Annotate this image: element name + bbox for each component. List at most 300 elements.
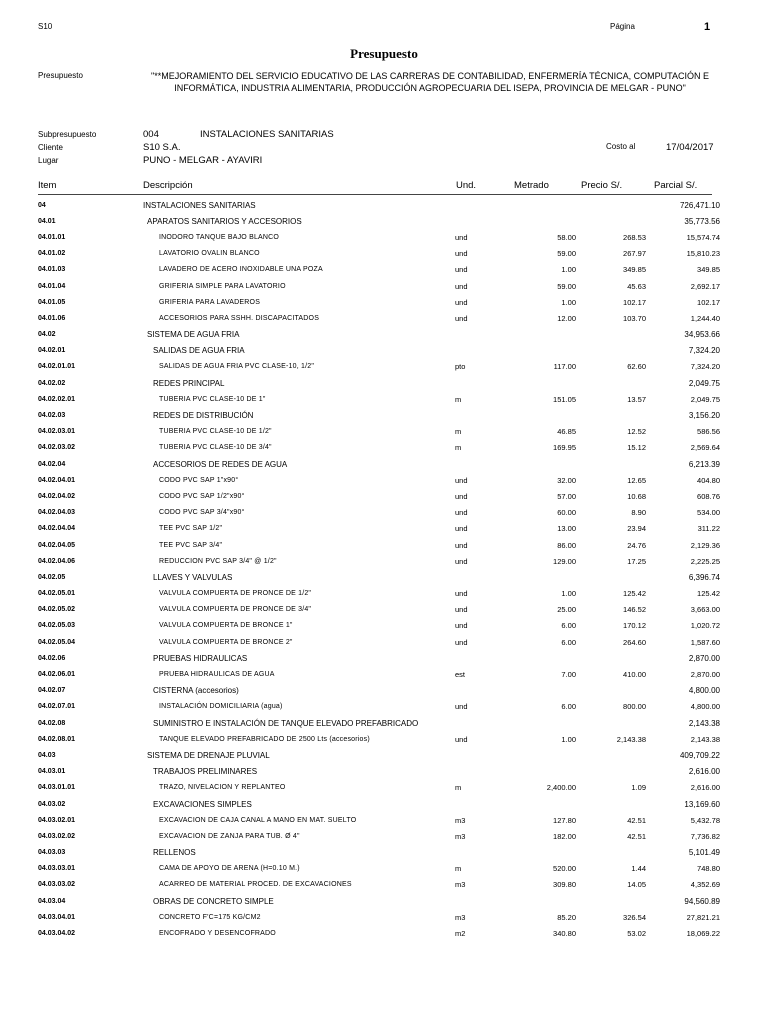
table-row <box>38 505 720 521</box>
row-description: SALIDAS DE AGUA FRIA <box>153 346 245 356</box>
row-metrado: 127.80 <box>553 815 576 825</box>
table-row <box>38 262 720 278</box>
row-parcial: 4,352.69 <box>690 880 720 890</box>
row-description: ACCESORIOS PARA SSHH. DISCAPACITADOS <box>159 314 320 322</box>
row-parcial: 27,821.21 <box>686 912 720 922</box>
row-unit: und <box>455 508 468 518</box>
row-precio: 15.12 <box>627 443 646 453</box>
row-parcial: 2,129.36 <box>690 540 720 550</box>
row-parcial: 608.76 <box>697 491 720 501</box>
row-parcial: 2,049.75 <box>688 378 720 388</box>
row-precio <box>580 796 650 812</box>
row-description: TRABAJOS PRELIMINARES <box>153 767 258 777</box>
row-unit: m3 <box>455 880 466 890</box>
row-precio: 23.94 <box>627 524 646 534</box>
row-description: VALVULA COMPUERTA DE PRONCE DE 3/4" <box>159 606 312 614</box>
row-unit: und <box>455 265 468 275</box>
table-row <box>38 893 720 909</box>
row-metrado: 85.20 <box>557 912 576 922</box>
row-unit <box>455 715 503 731</box>
row-parcial: 409,709.22 <box>679 750 720 760</box>
row-precio <box>580 327 650 343</box>
row-description: CAMA DE APOYO DE ARENA (H=0.10 M.) <box>159 865 300 873</box>
row-unit: m3 <box>455 815 466 825</box>
table-row <box>38 327 720 343</box>
table-row <box>38 909 720 925</box>
project-label: Presupuesto <box>38 71 83 80</box>
row-description: CONCRETO F'C=175 KG/CM2 <box>159 913 261 921</box>
row-unit <box>455 569 503 585</box>
row-metrado <box>503 845 580 861</box>
row-parcial: 4,800.00 <box>690 702 720 712</box>
row-description: SUMINISTRO E INSTALACIÓN DE TANQUE ELEVADO PREFABRICADO <box>153 718 419 728</box>
row-precio: 17.25 <box>627 556 646 566</box>
row-parcial: 13,169.60 <box>684 799 720 809</box>
row-metrado: 129.00 <box>553 556 576 566</box>
row-precio: 264.60 <box>623 637 646 647</box>
table-row <box>38 780 720 796</box>
row-parcial: 7,324.20 <box>690 362 720 372</box>
row-unit: und <box>455 281 468 291</box>
row-metrado <box>503 343 580 359</box>
row-item-code: 04.02.05.04 <box>38 638 75 646</box>
row-item-code: 04.02.03.02 <box>38 444 75 452</box>
table-row <box>38 375 720 391</box>
cliente-value: S10 S.A. <box>143 142 181 153</box>
row-metrado: 309.80 <box>553 880 576 890</box>
row-unit: m3 <box>455 912 466 922</box>
row-item-code: 04.02.03.01 <box>38 428 75 436</box>
row-precio: 14.05 <box>627 880 646 890</box>
row-parcial: 726,471.10 <box>679 200 720 210</box>
row-parcial: 125.42 <box>697 589 720 599</box>
row-metrado: 182.00 <box>553 831 576 841</box>
row-unit: m2 <box>455 929 466 939</box>
row-description: INSTALACIÓN DOMICILIARIA (agua) <box>159 703 283 711</box>
row-parcial: 2,870.00 <box>688 653 720 663</box>
row-precio: 12.65 <box>627 475 646 485</box>
row-description: EXCAVACIONES SIMPLES <box>153 799 252 809</box>
table-row <box>38 586 720 602</box>
row-parcial: 15,574.74 <box>686 232 720 242</box>
row-description: TEE PVC SAP 3/4" <box>159 541 223 549</box>
col-header-precio: Precio S/. <box>581 180 623 191</box>
row-parcial: 4,800.00 <box>688 686 720 696</box>
row-description: CODO PVC SAP 1/2"x90° <box>159 492 245 500</box>
row-unit: m <box>455 427 462 437</box>
row-parcial: 2,049.75 <box>690 394 720 404</box>
row-precio <box>580 845 650 861</box>
row-unit: und <box>455 637 468 647</box>
table-row <box>38 683 720 699</box>
row-parcial: 5,432.78 <box>690 815 720 825</box>
row-item-code: 04.03.02.02 <box>38 832 75 840</box>
row-parcial: 311.22 <box>697 524 720 534</box>
row-unit: und <box>455 540 468 550</box>
row-parcial: 3,156.20 <box>688 411 720 421</box>
row-metrado: 520.00 <box>553 864 576 874</box>
page-label: Página <box>610 22 635 31</box>
row-parcial: 748.80 <box>697 864 720 874</box>
row-parcial: 102.17 <box>697 297 720 307</box>
row-parcial: 349.85 <box>697 265 720 275</box>
budget-table <box>38 197 720 942</box>
row-metrado: 6.00 <box>561 702 576 712</box>
row-precio: 42.51 <box>627 831 646 841</box>
row-description: APARATOS SANITARIOS Y ACCESORIOS <box>147 216 302 226</box>
row-parcial: 15,810.23 <box>686 249 720 259</box>
lugar-label: Lugar <box>38 156 59 165</box>
row-description: REDUCCION PVC SAP 3/4" @ 1/2" <box>159 557 277 565</box>
row-unit: und <box>455 605 468 615</box>
col-header-item: Item <box>38 180 57 191</box>
table-row <box>38 213 720 229</box>
row-item-code: 04.02.06 <box>38 654 66 662</box>
table-row <box>38 877 720 893</box>
row-unit: und <box>455 313 468 323</box>
row-description: CISTERNA (accesorios) <box>153 686 239 696</box>
table-row <box>38 569 720 585</box>
row-item-code: 04.02.04.01 <box>38 476 75 484</box>
row-unit: und <box>455 524 468 534</box>
row-unit <box>455 327 503 343</box>
row-description: LLAVES Y VALVULAS <box>153 572 233 582</box>
table-row <box>38 521 720 537</box>
row-precio <box>580 715 650 731</box>
row-description: SISTEMA DE AGUA FRIA <box>147 330 240 340</box>
row-unit <box>455 683 503 699</box>
row-item-code: 04.01.04 <box>38 282 66 290</box>
row-item-code: 04.02.02.01 <box>38 395 75 403</box>
row-unit: und <box>455 734 468 744</box>
row-unit <box>455 845 503 861</box>
row-precio: 53.02 <box>627 929 646 939</box>
row-parcial: 2,143.38 <box>690 734 720 744</box>
row-description: SISTEMA DE DRENAJE PLUVIAL <box>147 750 270 760</box>
col-header-descripcion: Descripción <box>143 180 193 191</box>
table-row <box>38 699 720 715</box>
row-precio: 349.85 <box>623 265 646 275</box>
row-precio: 800.00 <box>623 702 646 712</box>
row-item-code: 04.02.04.02 <box>38 492 75 500</box>
row-metrado <box>503 197 580 213</box>
row-parcial: 1,587.60 <box>690 637 720 647</box>
row-metrado: 12.00 <box>557 313 576 323</box>
row-metrado <box>503 375 580 391</box>
row-item-code: 04.01.02 <box>38 250 66 258</box>
row-description: LAVADERO DE ACERO INOXIDABLE UNA POZA <box>159 266 323 274</box>
row-unit <box>455 764 503 780</box>
row-parcial: 3,663.00 <box>690 605 720 615</box>
table-row <box>38 359 720 375</box>
row-description: LAVATORIO OVALIN BLANCO <box>159 250 260 258</box>
row-precio <box>580 650 650 666</box>
row-item-code: 04.03.03 <box>38 849 66 857</box>
row-metrado <box>503 683 580 699</box>
row-description: ENCOFRADO Y DESENCOFRADO <box>159 930 276 938</box>
row-precio <box>580 407 650 423</box>
row-item-code: 04.02.07.01 <box>38 703 75 711</box>
row-metrado: 1.00 <box>561 589 576 599</box>
row-metrado <box>503 456 580 472</box>
row-description: CODO PVC SAP 1"x90° <box>159 476 239 484</box>
row-metrado: 58.00 <box>557 232 576 242</box>
row-precio <box>580 197 650 213</box>
row-metrado: 151.05 <box>553 394 576 404</box>
row-item-code: 04.01.03 <box>38 266 66 274</box>
row-precio <box>580 569 650 585</box>
row-description: PRUEBAS HIDRAULICAS <box>153 653 248 663</box>
row-item-code: 04.02.01.01 <box>38 363 75 371</box>
row-description: VALVULA COMPUERTA DE BRONCE 2" <box>159 638 293 646</box>
row-description: SALIDAS DE AGUA FRIA PVC CLASE-10, 1/2" <box>159 363 315 371</box>
row-metrado <box>503 650 580 666</box>
table-row <box>38 925 720 941</box>
row-description: INSTALACIONES SANITARIAS <box>143 200 256 210</box>
table-row <box>38 861 720 877</box>
row-metrado: 25.00 <box>557 605 576 615</box>
row-unit: und <box>455 249 468 259</box>
row-metrado: 1.00 <box>561 265 576 275</box>
row-parcial: 7,324.20 <box>688 346 720 356</box>
row-metrado <box>503 327 580 343</box>
row-unit: pto <box>455 362 466 372</box>
row-precio: 45.63 <box>627 281 646 291</box>
table-row <box>38 229 720 245</box>
row-precio: 103.70 <box>623 313 646 323</box>
row-parcial: 6,213.39 <box>688 459 720 469</box>
row-item-code: 04.02.08 <box>38 719 66 727</box>
row-item-code: 04.02.06.01 <box>38 671 75 679</box>
row-parcial: 1,020.72 <box>690 621 720 631</box>
table-row <box>38 537 720 553</box>
row-parcial: 7,736.82 <box>690 831 720 841</box>
row-parcial: 6,396.74 <box>688 572 720 582</box>
row-metrado: 59.00 <box>557 249 576 259</box>
row-unit: m <box>455 864 462 874</box>
table-row <box>38 845 720 861</box>
row-item-code: 04.02.04.04 <box>38 525 75 533</box>
row-item-code: 04.03.01 <box>38 768 66 776</box>
row-unit: und <box>455 702 468 712</box>
row-metrado: 32.00 <box>557 475 576 485</box>
row-item-code: 04.02.01 <box>38 347 66 355</box>
col-header-parcial: Parcial S/. <box>654 180 698 191</box>
row-item-code: 04.02.05.03 <box>38 622 75 630</box>
row-item-code: 04.02.04.05 <box>38 541 75 549</box>
row-description: TRAZO, NIVELACION Y REPLANTEO <box>159 784 286 792</box>
header-divider <box>38 194 712 195</box>
row-precio: 146.52 <box>623 605 646 615</box>
row-precio: 13.57 <box>627 394 646 404</box>
row-precio <box>580 456 650 472</box>
table-row <box>38 310 720 326</box>
row-unit <box>455 197 503 213</box>
row-precio <box>580 764 650 780</box>
row-item-code: 04.02.04.03 <box>38 509 75 517</box>
row-parcial: 1,244.40 <box>690 313 720 323</box>
table-row <box>38 812 720 828</box>
row-precio: 326.54 <box>623 912 646 922</box>
row-item-code: 04.01.06 <box>38 314 66 322</box>
row-precio: 12.52 <box>627 427 646 437</box>
row-precio: 8.90 <box>631 508 646 518</box>
row-metrado <box>503 715 580 731</box>
table-row <box>38 440 720 456</box>
row-metrado <box>503 764 580 780</box>
row-precio <box>580 343 650 359</box>
row-precio <box>580 683 650 699</box>
table-row <box>38 828 720 844</box>
row-precio <box>580 747 650 763</box>
table-row <box>38 650 720 666</box>
row-metrado: 13.00 <box>557 524 576 534</box>
table-row <box>38 764 720 780</box>
row-unit <box>455 796 503 812</box>
row-metrado: 86.00 <box>557 540 576 550</box>
table-row <box>38 197 720 213</box>
header-system-label: S10 <box>38 22 53 31</box>
row-parcial: 2,692.17 <box>690 281 720 291</box>
row-unit: und <box>455 556 468 566</box>
table-row <box>38 456 720 472</box>
row-description: TUBERIA PVC CLASE-10 DE 3/4" <box>159 444 272 452</box>
row-parcial: 2,143.38 <box>688 718 720 728</box>
row-parcial: 404.80 <box>697 475 720 485</box>
row-parcial: 2,569.64 <box>690 443 720 453</box>
row-description: GRIFERIA PARA LAVADEROS <box>159 298 261 306</box>
subpresupuesto-name: INSTALACIONES SANITARIAS <box>200 129 334 140</box>
row-metrado: 2,400.00 <box>546 783 576 793</box>
row-item-code: 04.02.05.02 <box>38 606 75 614</box>
col-header-und: Und. <box>456 180 477 191</box>
row-description: PRUEBA HIDRAULICAS DE AGUA <box>159 671 275 679</box>
row-item-code: 04.01 <box>38 217 56 225</box>
row-item-code: 04.01.05 <box>38 298 66 306</box>
row-precio: 2,143.38 <box>616 734 646 744</box>
row-metrado: 60.00 <box>557 508 576 518</box>
row-unit <box>455 456 503 472</box>
row-description: RELLENOS <box>153 848 196 858</box>
row-parcial: 2,225.25 <box>690 556 720 566</box>
page-number: 1 <box>704 21 711 33</box>
table-row <box>38 715 720 731</box>
row-unit: m <box>455 443 462 453</box>
table-row <box>38 488 720 504</box>
row-unit: und <box>455 475 468 485</box>
row-metrado: 7.00 <box>561 670 576 680</box>
table-row <box>38 731 720 747</box>
row-metrado <box>503 747 580 763</box>
row-item-code: 04.03.02.01 <box>38 816 75 824</box>
row-item-code: 04.02.07 <box>38 687 66 695</box>
row-item-code: 04 <box>38 201 46 209</box>
row-description: TEE PVC SAP 1/2" <box>159 525 223 533</box>
row-metrado: 169.95 <box>553 443 576 453</box>
row-item-code: 04.02.08.01 <box>38 735 75 743</box>
row-metrado: 1.00 <box>561 734 576 744</box>
row-description: TANQUE ELEVADO PREFABRICADO DE 2500 Lts (accesorios) <box>159 735 370 743</box>
row-metrado: 340.80 <box>553 929 576 939</box>
row-precio: 170.12 <box>623 621 646 631</box>
table-row <box>38 294 720 310</box>
row-precio: 24.76 <box>627 540 646 550</box>
row-unit: und <box>455 589 468 599</box>
row-item-code: 04.03.04.02 <box>38 930 75 938</box>
row-unit <box>455 650 503 666</box>
row-item-code: 04.02.04 <box>38 460 66 468</box>
document-title: Presupuesto <box>350 46 418 61</box>
row-unit: m <box>455 783 462 793</box>
row-metrado: 6.00 <box>561 637 576 647</box>
row-precio: 267.97 <box>623 249 646 259</box>
table-row <box>38 407 720 423</box>
row-item-code: 04.02.05.01 <box>38 590 75 598</box>
costo-label: Costo al <box>606 142 636 151</box>
row-unit <box>455 747 503 763</box>
row-unit <box>455 893 503 909</box>
row-metrado <box>503 407 580 423</box>
row-precio: 10.68 <box>627 491 646 501</box>
row-precio: 42.51 <box>627 815 646 825</box>
row-unit <box>455 213 503 229</box>
row-item-code: 04.03.04 <box>38 897 66 905</box>
row-parcial: 18,069.22 <box>686 929 720 939</box>
cliente-label: Cliente <box>38 143 63 152</box>
row-precio: 410.00 <box>623 670 646 680</box>
row-metrado <box>503 796 580 812</box>
row-precio: 1.09 <box>631 783 646 793</box>
row-description: VALVULA COMPUERTA DE PRONCE DE 1/2" <box>159 590 312 598</box>
table-row <box>38 472 720 488</box>
row-precio <box>580 213 650 229</box>
row-description: ACARREO DE MATERIAL PROCED. DE EXCAVACIONES <box>159 881 352 889</box>
row-parcial: 34,953.66 <box>684 330 720 340</box>
row-description: EXCAVACION DE ZANJA PARA TUB. Ø 4" <box>159 832 300 840</box>
row-item-code: 04.03.03.02 <box>38 881 75 889</box>
row-item-code: 04.02.02 <box>38 379 66 387</box>
row-item-code: 04.03 <box>38 751 56 759</box>
row-item-code: 04.03.01.01 <box>38 784 75 792</box>
row-description: REDES PRINCIPAL <box>153 378 225 388</box>
row-description: GRIFERIA SIMPLE PARA LAVATORIO <box>159 282 286 290</box>
row-metrado <box>503 569 580 585</box>
row-item-code: 04.01.01 <box>38 233 66 241</box>
table-row <box>38 424 720 440</box>
lugar-value: PUNO - MELGAR - AYAVIRI <box>143 155 263 166</box>
row-unit: und <box>455 232 468 242</box>
row-precio <box>580 375 650 391</box>
row-precio: 62.60 <box>627 362 646 372</box>
table-row <box>38 618 720 634</box>
row-metrado: 57.00 <box>557 491 576 501</box>
row-description: INODORO TANQUE BAJO BLANCO <box>159 233 280 241</box>
row-unit: und <box>455 491 468 501</box>
row-precio: 125.42 <box>623 589 646 599</box>
row-metrado: 6.00 <box>561 621 576 631</box>
row-parcial: 2,616.00 <box>690 783 720 793</box>
row-description: VALVULA COMPUERTA DE BRONCE 1" <box>159 622 293 630</box>
row-metrado <box>503 893 580 909</box>
table-row <box>38 747 720 763</box>
row-description: ACCESORIOS DE REDES DE AGUA <box>153 459 288 469</box>
row-description: TUBERIA PVC CLASE-10 DE 1" <box>159 395 266 403</box>
row-unit: und <box>455 621 468 631</box>
row-unit <box>455 407 503 423</box>
table-row <box>38 343 720 359</box>
row-precio: 1.44 <box>631 864 646 874</box>
row-parcial: 5,101.49 <box>688 848 720 858</box>
